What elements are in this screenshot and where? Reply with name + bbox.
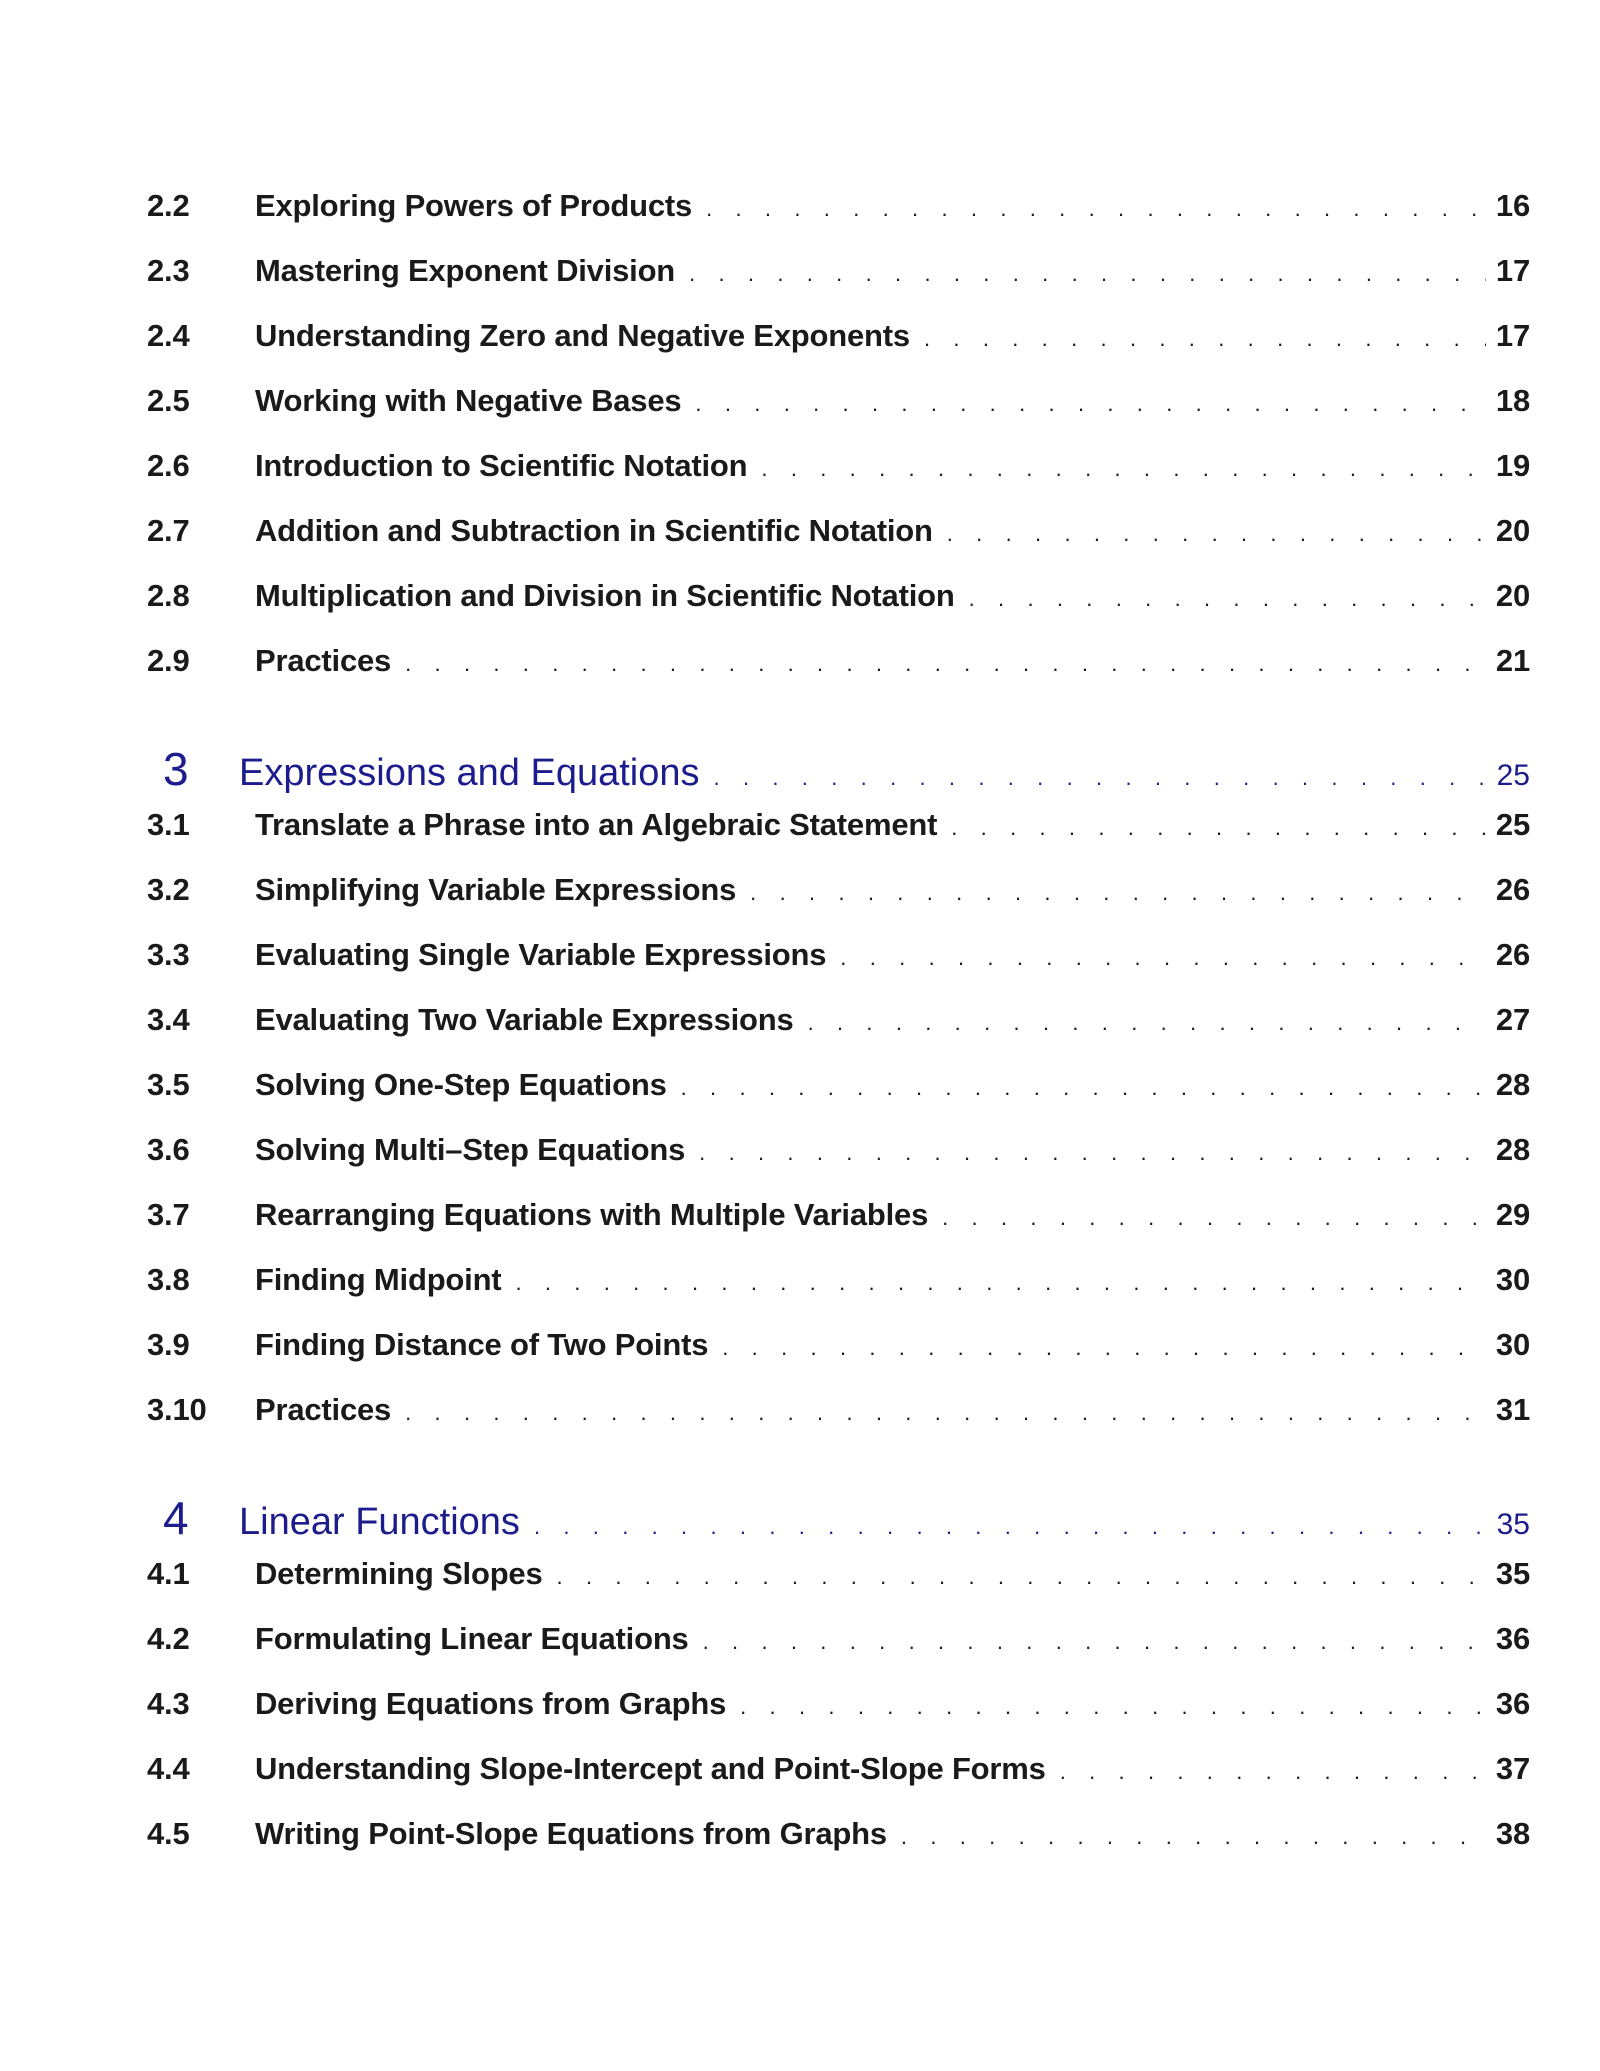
toc-section-row[interactable] <box>147 383 1530 448</box>
dot-leader <box>515 1270 1485 1296</box>
page-number: 36 <box>1495 1621 1530 1656</box>
dot-leader <box>947 521 1486 547</box>
toc-section-row[interactable] <box>147 872 1530 937</box>
toc-section-row[interactable] <box>147 1132 1530 1197</box>
dot-leader <box>405 1400 1486 1426</box>
section-number: 3.1 <box>147 807 190 842</box>
toc-section-row[interactable] <box>147 643 1530 708</box>
toc-chapter-row[interactable] <box>147 742 1530 807</box>
dot-leader <box>840 945 1486 971</box>
dot-leader <box>681 1075 1486 1101</box>
section-number: 4.2 <box>147 1621 190 1656</box>
chapter-number: 4 <box>163 1492 189 1544</box>
page-number: 30 <box>1495 1262 1530 1297</box>
toc-section-row[interactable] <box>147 578 1530 643</box>
section-number: 2.3 <box>147 253 190 288</box>
section-title: Practices <box>255 643 392 678</box>
page-number: 35 <box>1495 1556 1530 1591</box>
section-number: 3.4 <box>147 1002 190 1037</box>
dot-leader <box>695 391 1485 417</box>
section-title: Translate a Phrase into an Algebraic Statement <box>255 807 938 842</box>
dot-leader <box>901 1824 1486 1850</box>
dot-leader <box>951 815 1486 841</box>
dot-leader <box>706 196 1486 222</box>
section-number: 2.6 <box>147 448 190 483</box>
page-number: 17 <box>1495 253 1530 288</box>
dot-leader <box>405 651 1486 677</box>
dot-leader <box>689 261 1486 287</box>
toc-section-row[interactable] <box>147 1751 1530 1816</box>
dot-leader <box>750 880 1486 906</box>
toc-section-row[interactable] <box>147 188 1530 253</box>
section-title: Understanding Zero and Negative Exponents <box>255 318 910 353</box>
page-number: 16 <box>1495 188 1530 223</box>
toc-section-row[interactable] <box>147 513 1530 578</box>
section-title: Simplifying Variable Expressions <box>255 872 737 907</box>
toc-section-row[interactable] <box>147 1067 1530 1132</box>
page-number: 26 <box>1495 872 1530 907</box>
section-number: 3.6 <box>147 1132 190 1167</box>
page-number: 20 <box>1495 578 1530 613</box>
section-title: Evaluating Two Variable Expressions <box>255 1002 794 1037</box>
section-number: 3.7 <box>147 1197 190 1232</box>
section-number: 3.8 <box>147 1262 190 1297</box>
section-number: 4.3 <box>147 1686 190 1721</box>
page-number: 21 <box>1495 643 1530 678</box>
chapter-title: Expressions and Equations <box>239 752 700 794</box>
toc-section-row[interactable] <box>147 1392 1530 1457</box>
toc-section-row[interactable] <box>147 1262 1530 1327</box>
section-title: Mastering Exponent Division <box>255 253 676 288</box>
page-number: 18 <box>1495 383 1530 418</box>
toc-section-row[interactable] <box>147 1816 1530 1881</box>
dot-leader <box>1060 1759 1486 1785</box>
page-number: 17 <box>1495 318 1530 353</box>
section-title: Finding Distance of Two Points <box>255 1327 709 1362</box>
section-title: Finding Midpoint <box>255 1262 502 1297</box>
section-number: 3.2 <box>147 872 190 907</box>
dot-leader <box>534 1514 1486 1540</box>
page-number: 19 <box>1495 448 1530 483</box>
dot-leader <box>740 1694 1486 1720</box>
dot-leader <box>557 1564 1486 1590</box>
section-title: Writing Point-Slope Equations from Graphs <box>255 1816 887 1851</box>
toc-section-row[interactable] <box>147 937 1530 1002</box>
section-number: 2.8 <box>147 578 190 613</box>
toc-section-row[interactable] <box>147 318 1530 383</box>
section-title: Formulating Linear Equations <box>255 1621 689 1656</box>
toc-section-row[interactable] <box>147 1621 1530 1686</box>
section-title: Multiplication and Division in Scientific Notation <box>255 578 955 613</box>
dot-leader <box>699 1140 1486 1166</box>
section-title: Addition and Subtraction in Scientific Notation <box>255 513 933 548</box>
dot-leader <box>808 1010 1486 1036</box>
dot-leader <box>703 1629 1486 1655</box>
page-number: 25 <box>1495 807 1530 842</box>
toc-section-row[interactable] <box>147 1327 1530 1392</box>
section-title: Deriving Equations from Graphs <box>255 1686 727 1721</box>
section-number: 2.5 <box>147 383 190 418</box>
chapter-number: 3 <box>163 743 189 795</box>
page-number: 20 <box>1495 513 1530 548</box>
section-number: 2.4 <box>147 318 190 353</box>
page-number: 31 <box>1495 1392 1530 1427</box>
section-title: Solving Multi–Step Equations <box>255 1132 686 1167</box>
section-number: 4.1 <box>147 1556 190 1591</box>
section-title: Introduction to Scientific Notation <box>255 448 748 483</box>
section-number: 2.9 <box>147 643 190 678</box>
chapter-title: Linear Functions <box>239 1501 520 1543</box>
section-title: Working with Negative Bases <box>255 383 682 418</box>
section-title: Understanding Slope-Intercept and Point-Slope Forms <box>255 1751 1046 1786</box>
section-number: 2.2 <box>147 188 190 223</box>
table-of-contents <box>147 188 1530 1881</box>
page-number: 35 <box>1496 1508 1530 1541</box>
section-title: Determining Slopes <box>255 1556 543 1591</box>
section-number: 3.3 <box>147 937 190 972</box>
toc-section-row[interactable] <box>147 1556 1530 1621</box>
dot-leader <box>722 1335 1486 1361</box>
toc-section-row[interactable] <box>147 807 1530 872</box>
section-number: 3.10 <box>147 1392 207 1427</box>
section-title: Solving One-Step Equations <box>255 1067 667 1102</box>
toc-chapter-row[interactable] <box>147 1491 1530 1556</box>
page-number: 37 <box>1495 1751 1530 1786</box>
dot-leader <box>942 1205 1486 1231</box>
dot-leader <box>714 765 1486 791</box>
page-number: 25 <box>1496 759 1530 792</box>
section-title: Practices <box>255 1392 392 1427</box>
section-title: Evaluating Single Variable Expressions <box>255 937 827 972</box>
toc-section-row[interactable] <box>147 1686 1530 1751</box>
page-number: 30 <box>1495 1327 1530 1362</box>
dot-leader <box>969 586 1486 612</box>
page-number: 26 <box>1495 937 1530 972</box>
section-number: 4.4 <box>147 1751 190 1786</box>
toc-section-row[interactable] <box>147 1002 1530 1067</box>
toc-section-row[interactable] <box>147 1197 1530 1262</box>
section-title: Rearranging Equations with Multiple Variables <box>255 1197 929 1232</box>
toc-section-row[interactable] <box>147 253 1530 318</box>
page-number: 28 <box>1495 1067 1530 1102</box>
section-title: Exploring Powers of Products <box>255 188 693 223</box>
section-number: 2.7 <box>147 513 190 548</box>
section-number: 4.5 <box>147 1816 190 1851</box>
page-number: 27 <box>1495 1002 1530 1037</box>
page-number: 28 <box>1495 1132 1530 1167</box>
section-number: 3.5 <box>147 1067 190 1102</box>
section-number: 3.9 <box>147 1327 190 1362</box>
page-number: 36 <box>1495 1686 1530 1721</box>
page-number: 38 <box>1495 1816 1530 1851</box>
dot-leader <box>924 326 1486 352</box>
dot-leader <box>761 456 1486 482</box>
toc-section-row[interactable] <box>147 448 1530 513</box>
page-number: 29 <box>1495 1197 1530 1232</box>
